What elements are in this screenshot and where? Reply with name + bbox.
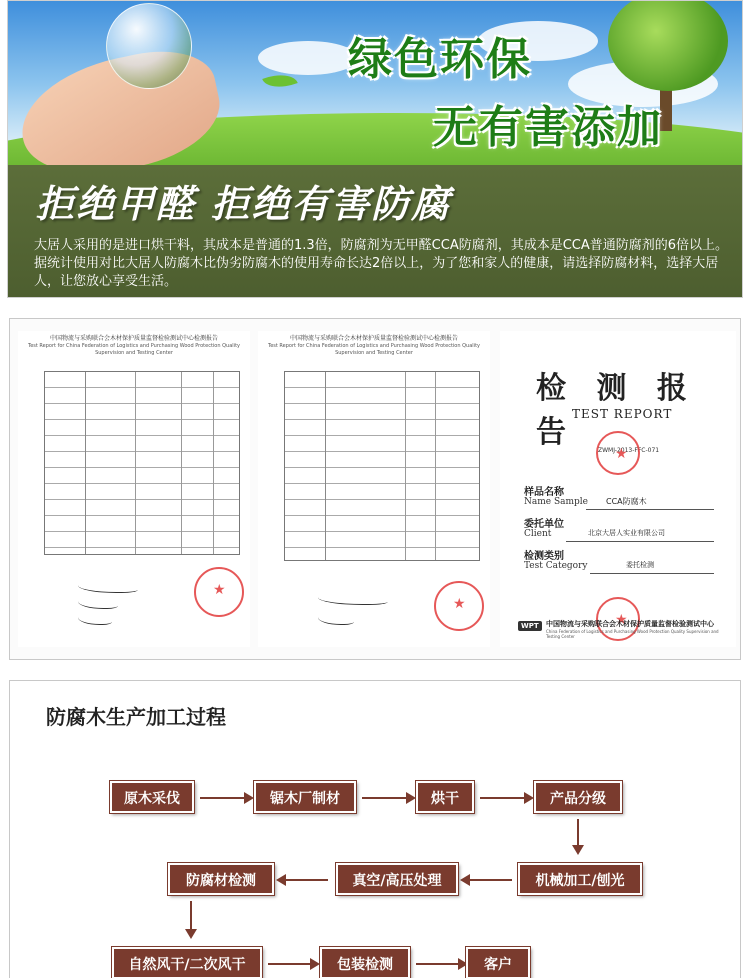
report-page-2 xyxy=(258,331,490,647)
step-air-drying: 自然风干/二次风干 xyxy=(112,947,262,978)
client-label-en: Client xyxy=(524,529,552,539)
signature xyxy=(318,593,388,605)
cloud xyxy=(258,41,358,75)
client-label: 委托单位 xyxy=(524,519,564,530)
step-inspection: 防腐材检测 xyxy=(168,863,274,895)
step-grading: 产品分级 xyxy=(534,781,622,813)
client-value: 北京大居人实业有限公司 xyxy=(588,529,665,537)
step-sawmill: 锯木厂制材 xyxy=(254,781,356,813)
arrow-right-icon xyxy=(416,963,460,965)
arrow-right-icon xyxy=(268,963,312,965)
organization-name: 中国物流与采购联合会木材保护质量监督检验测试中心 xyxy=(546,620,714,628)
red-seal-icon xyxy=(434,581,484,631)
signature xyxy=(78,581,138,593)
step-vacuum-pressure: 真空/高压处理 xyxy=(336,863,458,895)
process-title: 防腐木生产加工过程 xyxy=(46,705,226,729)
red-seal-icon xyxy=(194,567,244,617)
signature xyxy=(78,613,112,625)
report-cover-page xyxy=(500,331,736,647)
arrow-left-icon xyxy=(468,879,512,881)
arrow-left-icon xyxy=(284,879,328,881)
signature xyxy=(78,597,118,609)
report-page-subheader: Test Report for China Federation of Logistics and Purchasing Wood Protection Quality Supervision and Testing Center xyxy=(267,343,480,356)
category-label: 检测类别 xyxy=(524,551,564,562)
arrow-right-icon xyxy=(200,797,246,799)
sample-label-en: Name Sample xyxy=(524,497,588,507)
step-customer: 客户 xyxy=(466,947,530,978)
report-page-header: 中国物流与采购联合会木材保护质量监督检验测试中心检测报告 xyxy=(289,335,458,342)
headline: 拒绝甲醛 拒绝有害防腐 xyxy=(36,182,452,226)
sample-label: 样品名称 xyxy=(524,487,564,498)
category-value: 委托检测 xyxy=(626,561,654,569)
signature xyxy=(318,613,354,625)
banner xyxy=(7,0,743,298)
glass-globe-icon xyxy=(106,3,192,89)
result-table xyxy=(44,371,240,555)
wpt-logo: WPT xyxy=(518,621,542,631)
sample-value: CCA防腐木 xyxy=(606,497,647,506)
arrow-down-icon xyxy=(190,901,192,931)
category-label-en: Test Category xyxy=(524,561,588,571)
arrow-right-icon xyxy=(362,797,408,799)
report-page-subheader: Test Report for China Federation of Logistics and Purchasing Wood Protection Quality Supervision and Testing Center xyxy=(27,343,240,356)
banner-description: 大居人采用的是进口烘干料，其成本是普通的1.3倍，防腐剂为无甲醛CCA防腐剂，其成本是CCA普通防腐剂的6倍以上。据统计使用对比大居人防腐木比伪劣防腐木的使用寿命长达2倍以上，为了您和家人的健康，请选择防腐材料，选择大居人，让您放心享受生活。 xyxy=(34,238,729,289)
arrow-down-icon xyxy=(577,819,579,847)
report-page-header: 中国物流与采购联合会木材保护质量监督检验测试中心检测报告 xyxy=(49,335,218,342)
production-process-section xyxy=(9,680,741,978)
step-machining: 机械加工/刨光 xyxy=(518,863,642,895)
step-logging: 原木采伐 xyxy=(110,781,194,813)
arrow-right-icon xyxy=(480,797,526,799)
report-page-1 xyxy=(18,331,250,647)
slogan-line-1: 绿色环保 xyxy=(348,34,532,85)
test-report-section xyxy=(9,318,741,660)
info-table xyxy=(284,371,480,561)
report-title-en: TEST REPORT xyxy=(572,407,673,421)
step-packaging: 包装检测 xyxy=(320,947,410,978)
slogan-line-2: 无有害添加 xyxy=(433,102,663,153)
step-drying: 烘干 xyxy=(416,781,474,813)
report-number: ZWMJ-2013-FFC-071 xyxy=(598,447,660,454)
report-title: 检 测 报 告 xyxy=(536,371,697,450)
organization-name-en: China Federation of Logistics and Purchasing Wood Protection Quality Supervision and Testing Center xyxy=(546,629,719,639)
red-seal-icon xyxy=(596,431,640,475)
